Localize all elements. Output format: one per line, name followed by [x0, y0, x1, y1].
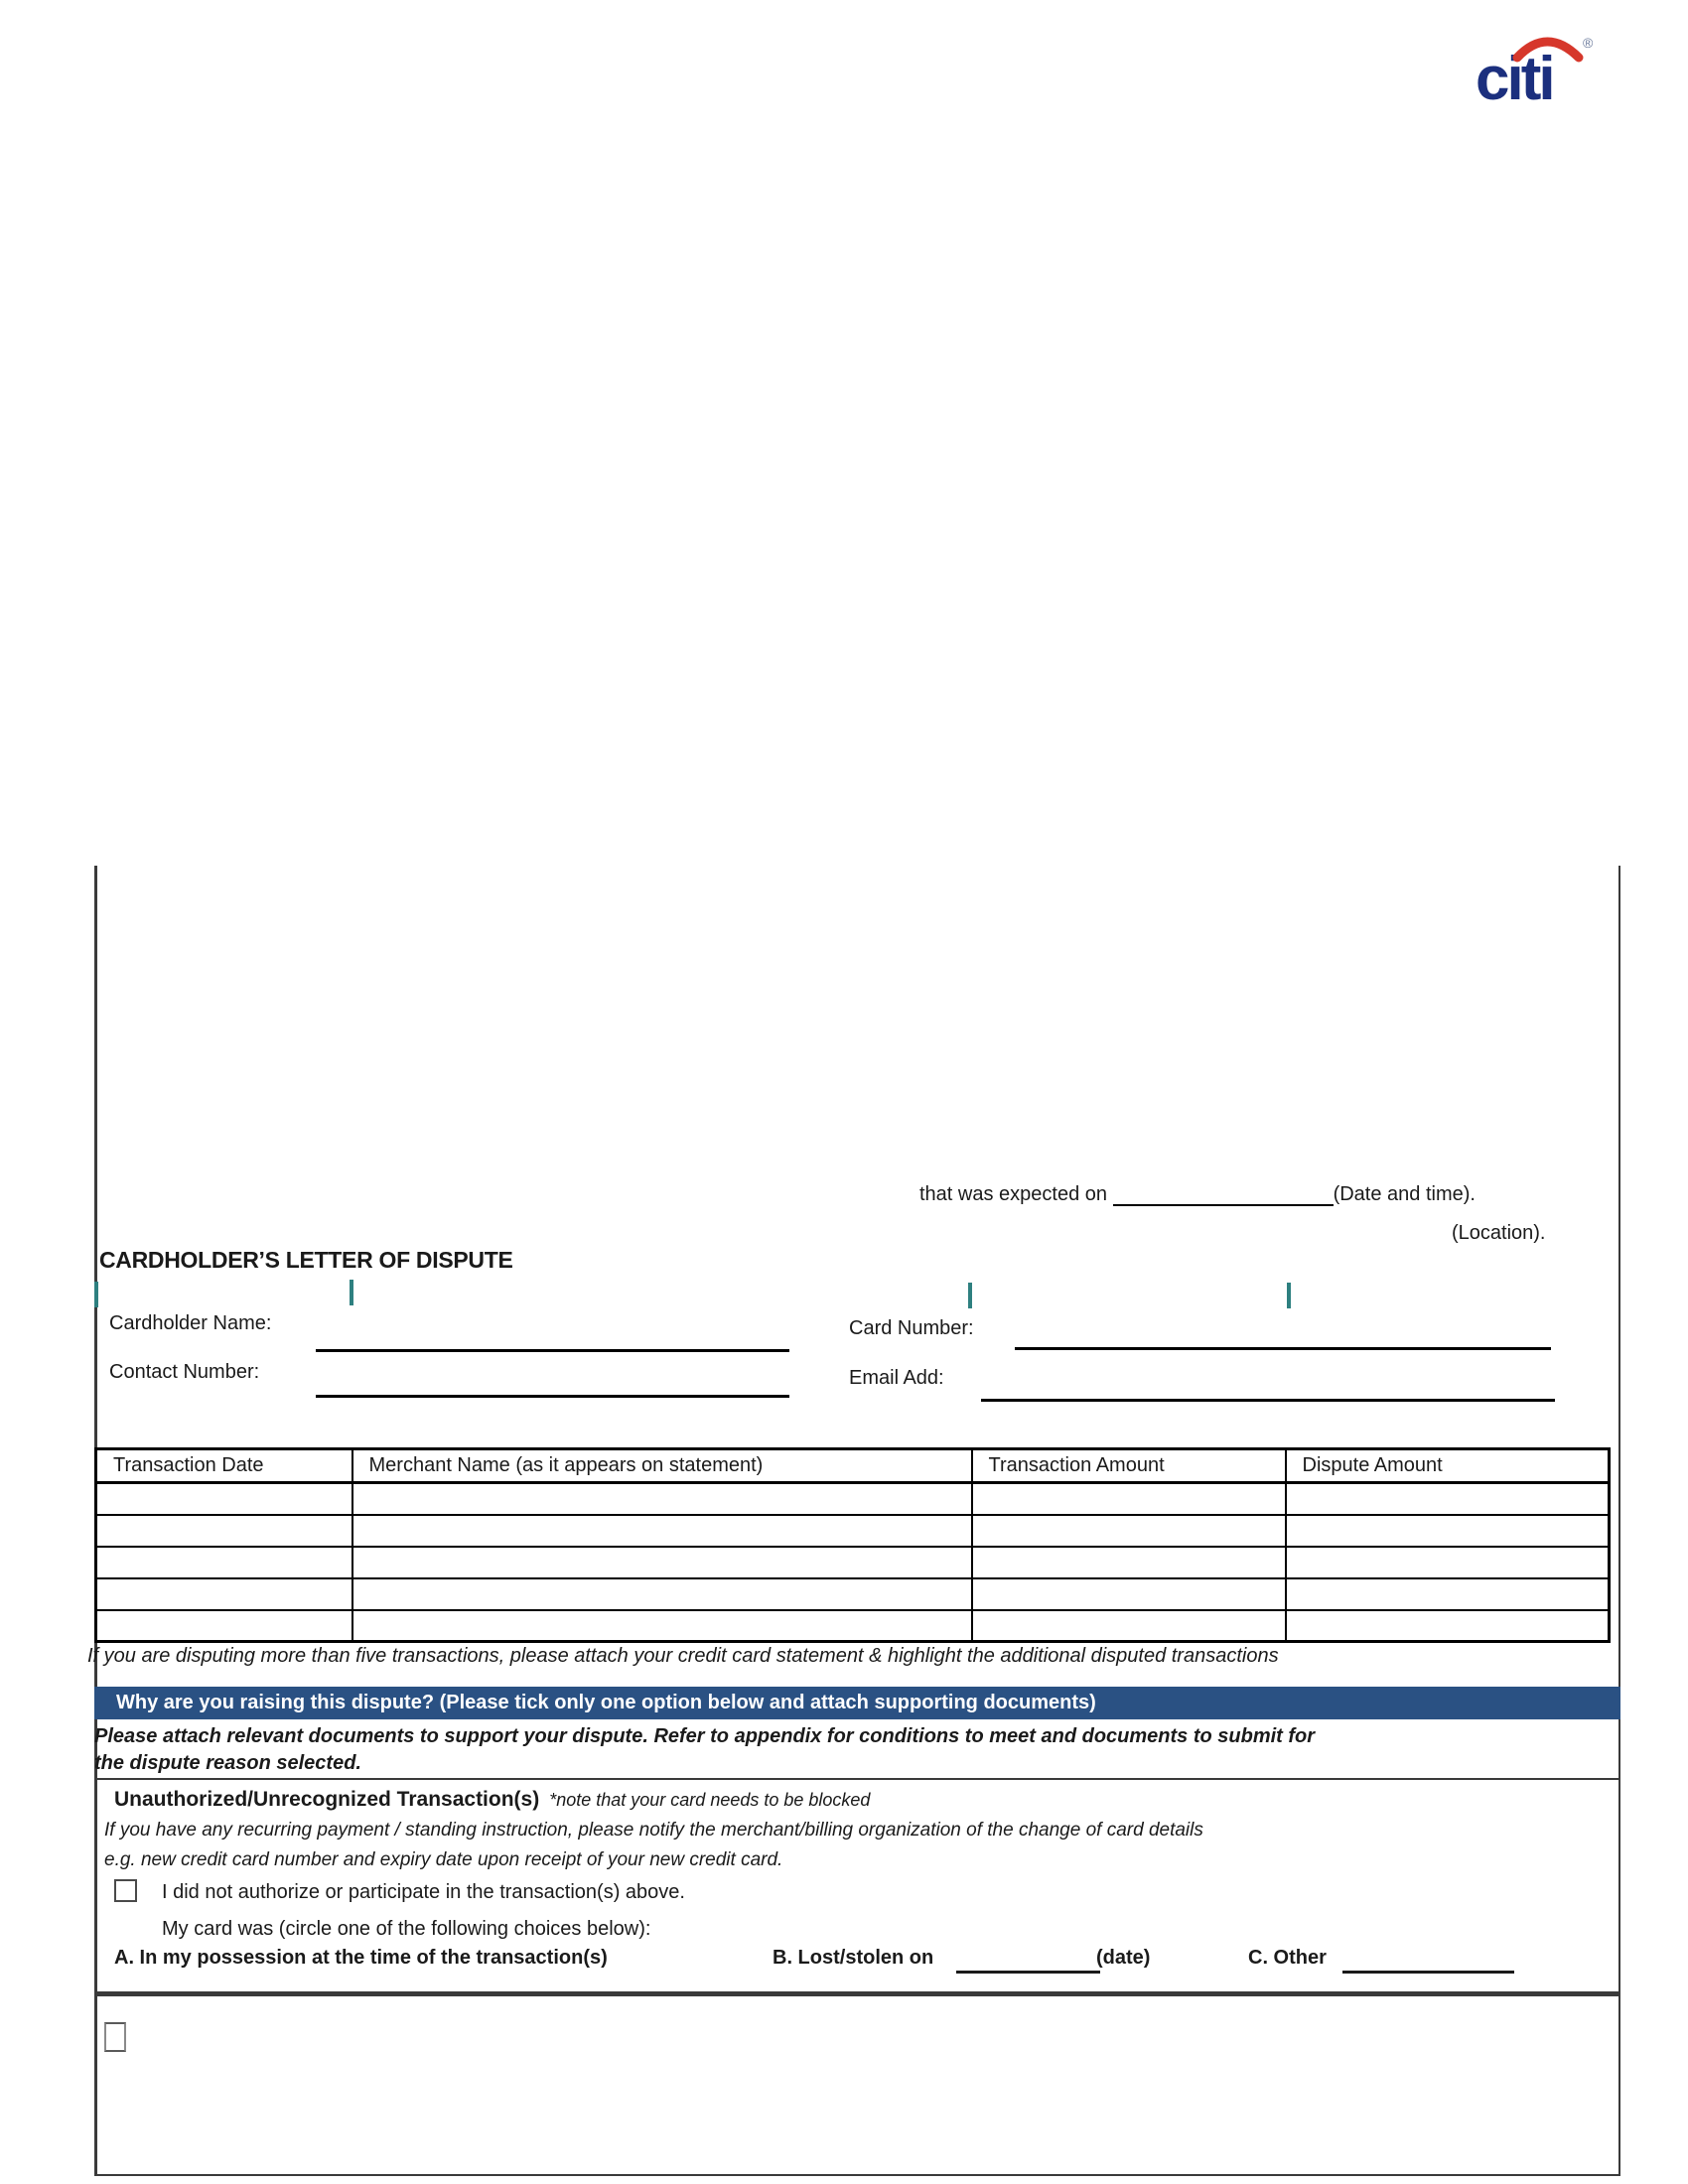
table-cell[interactable]: [972, 1610, 1286, 1642]
other-input-line[interactable]: [1342, 1971, 1514, 1974]
table-cell[interactable]: [352, 1547, 972, 1578]
unauthorized-heading: [114, 1788, 870, 1812]
text-caret-mark: [968, 1283, 972, 1308]
recurring-payment-note-line1: If you have any recurring payment / standing instruction, please notify the merchant/billing organization of the change of card details: [104, 1820, 1203, 1841]
table-cell[interactable]: [352, 1578, 972, 1610]
table-header-row: [96, 1449, 1610, 1483]
table-cell[interactable]: [1286, 1483, 1610, 1515]
unauthorized-section: [94, 1778, 1620, 1993]
page-title: CARDHOLDER’S LETTER OF DISPUTE: [99, 1247, 513, 1273]
card-block-note: *note that your card needs to be blocked: [549, 1790, 871, 1810]
table-row: [96, 1610, 1610, 1642]
col-transaction-date: Transaction Date: [96, 1449, 352, 1483]
col-merchant-name: Merchant Name (as it appears on statement): [352, 1449, 972, 1483]
contact-number-input-line[interactable]: [316, 1395, 789, 1398]
table-cell[interactable]: [1286, 1610, 1610, 1642]
table-cell[interactable]: [1286, 1515, 1610, 1547]
table-cell[interactable]: [1286, 1578, 1610, 1610]
more-than-five-note: If you are disputing more than five transactions, please attach your credit card statement & highlight the additional disputed transactions: [87, 1645, 1279, 1667]
unauthorized-heading-text: Unauthorized/Unrecognized Transaction(s): [114, 1788, 540, 1811]
next-reason-section: [94, 1993, 1620, 2176]
text-caret-mark: [94, 1282, 98, 1307]
email-add-input-line[interactable]: [981, 1399, 1555, 1402]
col-transaction-amount: Transaction Amount: [972, 1449, 1286, 1483]
table-cell[interactable]: [972, 1515, 1286, 1547]
contact-number-label: Contact Number:: [109, 1361, 260, 1383]
text-caret-mark: [350, 1280, 353, 1305]
recurring-payment-note-line2: e.g. new credit card number and expiry date upon receipt of your new credit card.: [104, 1849, 783, 1870]
citi-logo: [1476, 24, 1607, 109]
table-cell[interactable]: [972, 1483, 1286, 1515]
cardholder-name-label: Cardholder Name:: [109, 1312, 272, 1334]
did-not-authorize-checkbox[interactable]: [114, 1879, 137, 1902]
cardholder-name-input-line[interactable]: [316, 1349, 789, 1352]
table-row: [96, 1483, 1610, 1515]
text-caret-mark: [1287, 1283, 1291, 1308]
table-row: [96, 1578, 1610, 1610]
lost-stolen-date-input-line[interactable]: [956, 1971, 1100, 1974]
table-cell[interactable]: [96, 1578, 352, 1610]
table-cell[interactable]: [96, 1483, 352, 1515]
citi-logo-graphic: [1476, 24, 1607, 109]
date-and-time-text: (Date and time).: [1333, 1183, 1476, 1205]
table-cell[interactable]: [352, 1515, 972, 1547]
table-cell[interactable]: [1286, 1547, 1610, 1578]
did-not-authorize-label: I did not authorize or participate in the transaction(s) above.: [162, 1881, 685, 1903]
table-cell[interactable]: [972, 1547, 1286, 1578]
card-number-input-line[interactable]: [1015, 1347, 1551, 1350]
dispute-reason-banner: Why are you raising this dispute? (Please tick only one option below and attach supporting documents): [94, 1687, 1620, 1719]
card-number-label: Card Number:: [849, 1317, 974, 1339]
option-c-label: C. Other: [1248, 1947, 1327, 1969]
table-cell[interactable]: [352, 1610, 972, 1642]
col-dispute-amount: Dispute Amount: [1286, 1449, 1610, 1483]
table-cell[interactable]: [352, 1483, 972, 1515]
registered-mark: ®: [1583, 35, 1594, 51]
expected-on-text: that was expected on: [919, 1183, 1108, 1205]
citi-wordmark: citi: [1476, 45, 1553, 109]
email-add-label: Email Add:: [849, 1367, 944, 1389]
transactions-table-body: [96, 1483, 1610, 1642]
option-b-label: B. Lost/stolen on: [773, 1947, 934, 1969]
option-b-date-label: (date): [1096, 1947, 1151, 1969]
table-cell[interactable]: [96, 1547, 352, 1578]
disputed-transactions-table: [94, 1447, 1611, 1643]
circle-choice-instruction: My card was (circle one of the following choices below):: [162, 1918, 651, 1940]
table-row: [96, 1547, 1610, 1578]
table-cell[interactable]: [96, 1610, 352, 1642]
table-cell[interactable]: [972, 1578, 1286, 1610]
attach-documents-note: Please attach relevant documents to support your dispute. Refer to appendix for conditions to meet and documents to submit for the dispute reason selected.: [94, 1725, 1316, 1774]
table-row: [96, 1515, 1610, 1547]
option-a-label: A. In my possession at the time of the transaction(s): [114, 1947, 608, 1969]
next-reason-checkbox[interactable]: [104, 2022, 126, 2052]
location-text: (Location).: [1452, 1222, 1546, 1244]
table-cell[interactable]: [96, 1515, 352, 1547]
